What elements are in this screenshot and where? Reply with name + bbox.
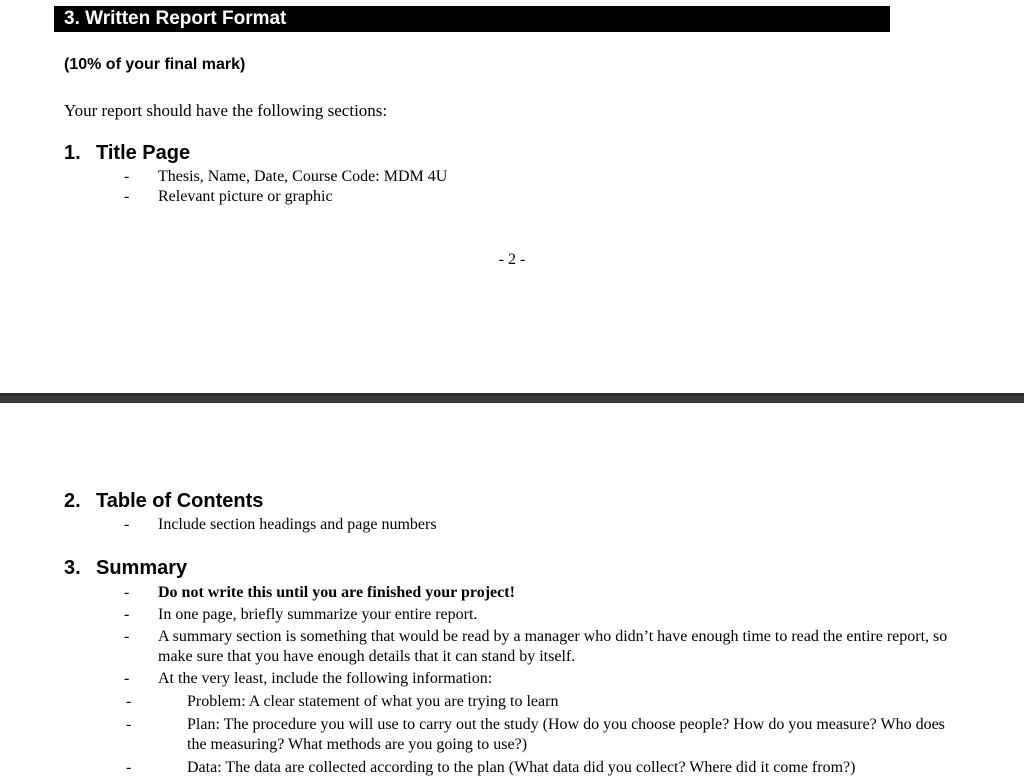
heading-text: Title Page xyxy=(96,142,191,164)
document-page-3 xyxy=(0,403,1024,783)
summary-bullets xyxy=(124,583,964,781)
dash-bullet: - xyxy=(124,606,130,623)
heading-title-page xyxy=(64,142,190,165)
heading-number: 3. xyxy=(64,557,81,579)
title-page-bullets xyxy=(124,167,964,207)
section-title-banner: 3. Written Report Format xyxy=(54,6,890,32)
list-item: - A summary section is something that would be read by a manager who didn’t have enough time to read the entire report, so make sure that you have enough details that it can stand by itself. xyxy=(124,628,948,665)
dash-bullet: - xyxy=(126,693,132,710)
list-item: - Do not write this until you are finished your project! xyxy=(124,584,515,601)
heading-text: Summary xyxy=(96,557,188,579)
list-item: - At the very least, include the following information: - Problem: A clear statement of what you are trying to learn - Plan: The procedure you will use to carry out the study (How do you choose people? How do you measure? Who does the measuring? What methods are you going to use?) - Data: The data are collected according to the plan (What data did you collect? Where did it come from?) xyxy=(124,669,964,778)
intro-text: Your report should have the following sections: xyxy=(64,101,388,120)
heading-summary xyxy=(64,557,187,580)
summary-sub-bullets xyxy=(126,692,964,778)
toc-bullets xyxy=(124,515,964,535)
list-item: - Relevant picture or graphic xyxy=(124,188,333,205)
list-item: - Plan: The procedure you will use to carry out the study (How do you choose people? How do you measure? Who does the measuring? What methods are you going to use?) xyxy=(126,716,945,753)
heading-table-of-contents xyxy=(64,490,263,513)
dash-bullet: - xyxy=(126,759,132,776)
list-item: - Problem: A clear statement of what you are trying to learn xyxy=(126,693,559,710)
list-item: - Thesis, Name, Date, Course Code: MDM 4U xyxy=(124,168,448,185)
heading-text: Table of Contents xyxy=(96,490,264,512)
dash-bullet: - xyxy=(124,584,130,601)
heading-number: 1. xyxy=(64,142,81,164)
dash-bullet: - xyxy=(124,516,130,533)
list-item: - Data: The data are collected according to the plan (What data did you collect? Where did it come from?) xyxy=(126,759,856,776)
page-separator xyxy=(0,393,1024,403)
dash-bullet: - xyxy=(124,168,130,185)
list-item: - In one page, briefly summarize your entire report. xyxy=(124,606,478,623)
dash-bullet: - xyxy=(126,716,132,733)
dash-bullet: - xyxy=(124,670,130,687)
heading-number: 2. xyxy=(64,490,81,512)
mark-weight-note: (10% of your final mark) xyxy=(64,56,246,73)
dash-bullet: - xyxy=(124,628,130,645)
page-number: - 2 - xyxy=(498,251,526,268)
dash-bullet: - xyxy=(124,188,130,205)
list-item: - Include section headings and page numbers xyxy=(124,516,437,533)
